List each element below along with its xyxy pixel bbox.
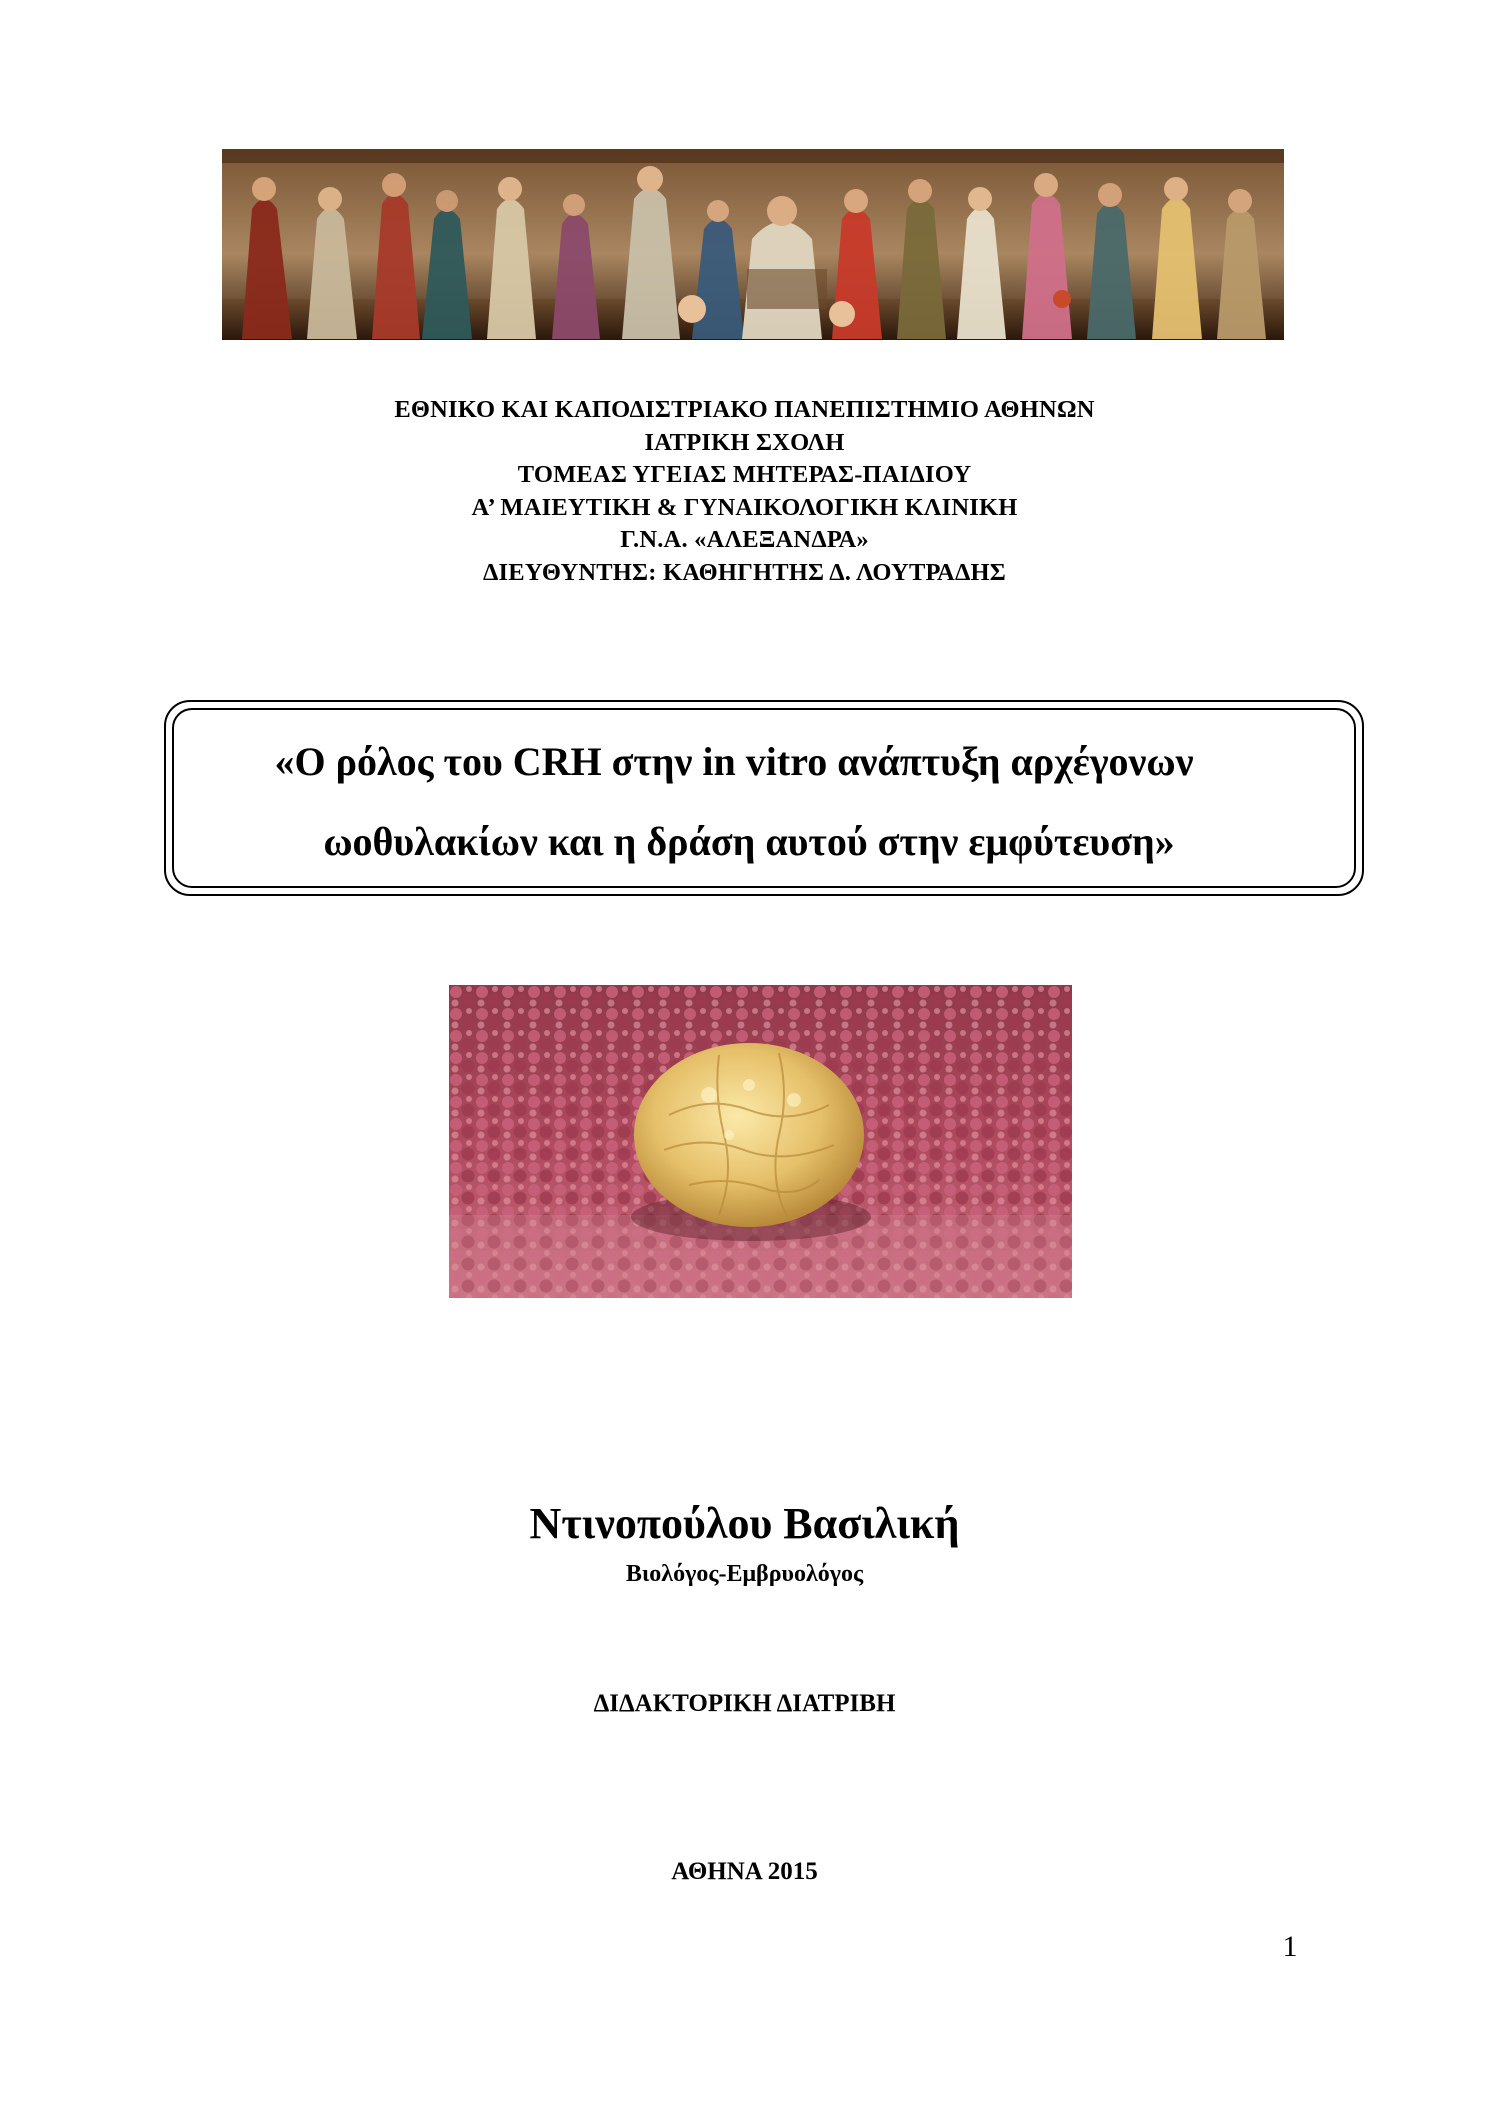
thesis-title-line-1: «Ο ρόλος του CRH στην in vitro ανάπτυξη αρχέγονων <box>274 739 1194 784</box>
university-name: ΕΘΝΙΚΟ ΚΑΙ ΚΑΠΟΔΙΣΤΡΙΑΚΟ ΠΑΝΕΠΙΣΤΗΜΙΟ ΑΘΗΝΩΝ <box>394 396 1095 423</box>
author-role: Βιολόγος-Εμβρυολόγος <box>625 1561 864 1587</box>
embryo-micrograph-icon <box>449 985 1072 1298</box>
document-type: ΔΙΔΑΚΤΟΡΙΚΗ ΔΙΑΤΡΙΒΗ <box>593 1690 896 1717</box>
institution-header <box>0 394 1489 589</box>
author-name: Ντινοπούλου Βασιλική <box>529 1499 960 1548</box>
thesis-title-line-2: ωοθυλακίων και η δράση αυτού στην εμφύτευση» <box>323 819 1175 864</box>
director-name: ΔΙΕΥΘΥΝΤΗΣ: ΚΑΘΗΓΗΤΗΣ Δ. ΛΟΥΤΡΑΔΗΣ <box>483 558 1006 586</box>
sector-name: ΤΟΜΕΑΣ ΥΓΕΙΑΣ ΜΗΤΕΡΑΣ-ΠΑΙΔΙΟΥ <box>517 461 972 488</box>
place-year: ΑΘΗΝΑ 2015 <box>671 1858 818 1885</box>
hospital-name: Γ.Ν.Α. «ΑΛΕΞΑΝΔΡΑ» <box>620 526 869 553</box>
page-number: 1 <box>1282 1930 1298 1963</box>
thesis-title <box>172 722 1356 882</box>
classical-fresco-icon <box>222 149 1284 340</box>
school-name: ΙΑΤΡΙΚΗ ΣΧΟΛΗ <box>644 428 845 456</box>
clinic-name: Α’ ΜΑΙΕΥΤΙΚΗ & ΓΥΝΑΙΚΟΛΟΓΙΚΗ ΚΛΙΝΙΚΗ <box>471 493 1018 521</box>
